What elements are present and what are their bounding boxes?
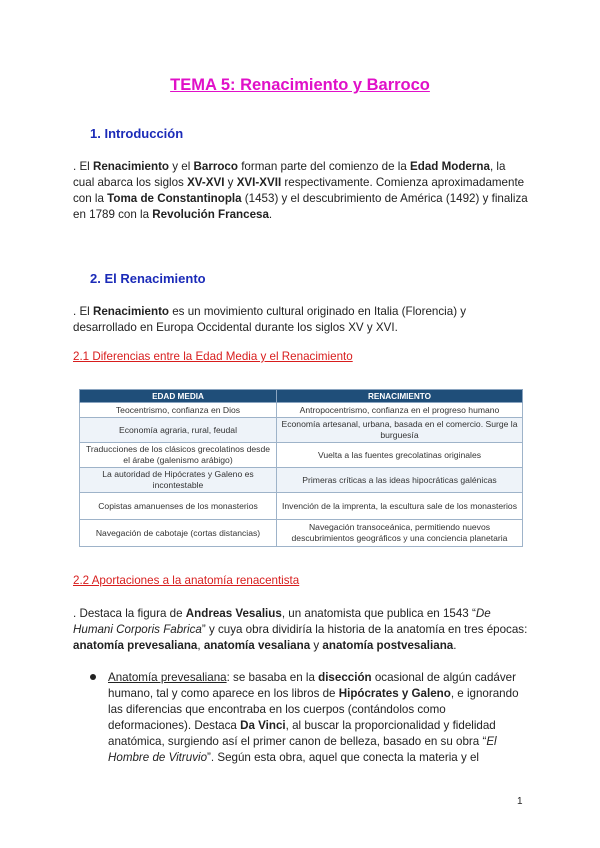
table-cell: Antropocentrismo, confianza en el progreso humano	[277, 403, 523, 418]
table-cell: Navegación de cabotaje (cortas distancias)	[80, 520, 277, 547]
page-number: 1	[517, 796, 523, 807]
heading-introduccion: 1. Introducción	[90, 126, 184, 141]
bullet-icon	[90, 674, 96, 680]
table-cell: Copistas amanuenses de los monasterios	[80, 493, 277, 520]
paragraph-renacimiento: . El Renacimiento es un movimiento cultural originado en Italia (Florencia) y desarrollado en Europa Occidental durante los siglos XV y XVI.	[73, 305, 467, 334]
paragraph-vesalius: . Destaca la figura de Andreas Vesalius, un anatomista que publica en 1543 “De Humani Corporis Fabrica” y cuya obra dividiría la historia de la anatomía en tres épocas: anatomía prevesaliana, anatomía vesaliana y anatomía postvesaliana.	[73, 607, 528, 652]
table-cell: La autoridad de Hipócrates y Galeno es incontestable	[80, 468, 277, 493]
table-row	[80, 443, 523, 468]
table-cell: Navegación transoceánica, permitiendo nuevos descubrimientos geográficos y una conciencia planetaria	[277, 520, 523, 547]
table-cell: Teocentrismo, confianza en Dios	[80, 403, 277, 418]
table-row	[80, 493, 523, 520]
table-row	[80, 418, 523, 443]
table-header-row	[80, 390, 523, 403]
subheading-diferencias: 2.1 Diferencias entre la Edad Media y el Renacimiento	[73, 350, 353, 363]
table-cell: Primeras críticas a las ideas hipocráticas galénicas	[277, 468, 523, 493]
table-row	[80, 468, 523, 493]
table-row	[80, 520, 523, 547]
comparison-table	[79, 389, 523, 547]
table-cell: Economía artesanal, urbana, basada en el comercio. Surge la burguesía	[277, 418, 523, 443]
table-cell: Vuelta a las fuentes grecolatinas originales	[277, 443, 523, 468]
paragraph-introduccion: . El Renacimiento y el Barroco forman parte del comienzo de la Edad Moderna, la cual abarca los siglos XV-XVI y XVI-XVII respectivamente. Comienza aproximadamente con la Toma de Constantinopla (1453) y el descubrimiento de América (1492) y finaliza en 1789 con la Revolución Francesa.	[73, 160, 528, 221]
table-row	[80, 403, 523, 418]
heading-renacimiento: 2. El Renacimiento	[90, 271, 206, 286]
table-header-renacimiento: RENACIMIENTO	[277, 390, 523, 403]
subheading-aportaciones: 2.2 Aportaciones a la anatomía renacentista	[73, 574, 300, 587]
table-cell: Traducciones de los clásicos grecolatinos desde el árabe (galenismo arábigo)	[80, 443, 277, 468]
table-cell: Economía agraria, rural, feudal	[80, 418, 277, 443]
list-item-prevesaliana: Anatomía prevesaliana: se basaba en la disección ocasional de algún cadáver humano, tal y como aparece en los libros de Hipócrates y Galeno, e ignorando las diferencias que encontraba en los cuerpos (contándolos como deformaciones). Destaca Da Vinci, al buscar la proporcionalidad y fidelidad anatómica, surgiendo así el primer canon de belleza, basado en su obra “El Hombre de Vitruvio”. Según esta obra, aquel que conecta la materia y el	[108, 671, 519, 764]
table-cell: Invención de la imprenta, la escultura sale de los monasterios	[277, 493, 523, 520]
document-title: TEMA 5: Renacimiento y Barroco	[170, 76, 430, 94]
table-header-edad-media: EDAD MEDIA	[80, 390, 277, 403]
